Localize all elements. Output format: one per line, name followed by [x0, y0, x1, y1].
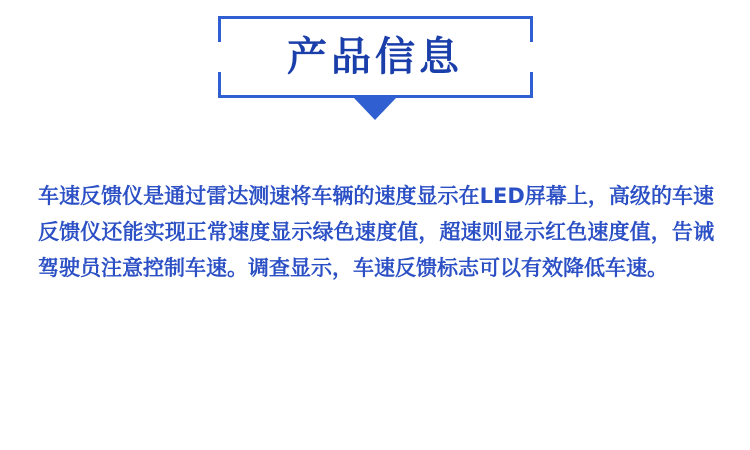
- description-section: [38, 178, 714, 286]
- page-title: 产品信息: [287, 34, 463, 80]
- frame-right-top-edge: [530, 16, 533, 42]
- down-triangle-icon: [354, 98, 396, 120]
- title-frame: [218, 16, 533, 98]
- frame-bottom-edge: [218, 95, 533, 98]
- description-paragraph: 车速反馈仪是通过雷达测速将车辆的速度显示在LED屏幕上，高级的车速反馈仪还能实现正常速度显示绿色速度值，超速则显示红色速度值，告诫驾驶员注意控制车速。调查显示，车速反馈标志可以有效降低车速。: [38, 184, 714, 280]
- frame-left-bottom-edge: [218, 72, 221, 98]
- title-banner: [0, 16, 750, 120]
- frame-left-top-edge: [218, 16, 221, 42]
- frame-top-edge: [218, 16, 533, 19]
- frame-right-bottom-edge: [530, 72, 533, 98]
